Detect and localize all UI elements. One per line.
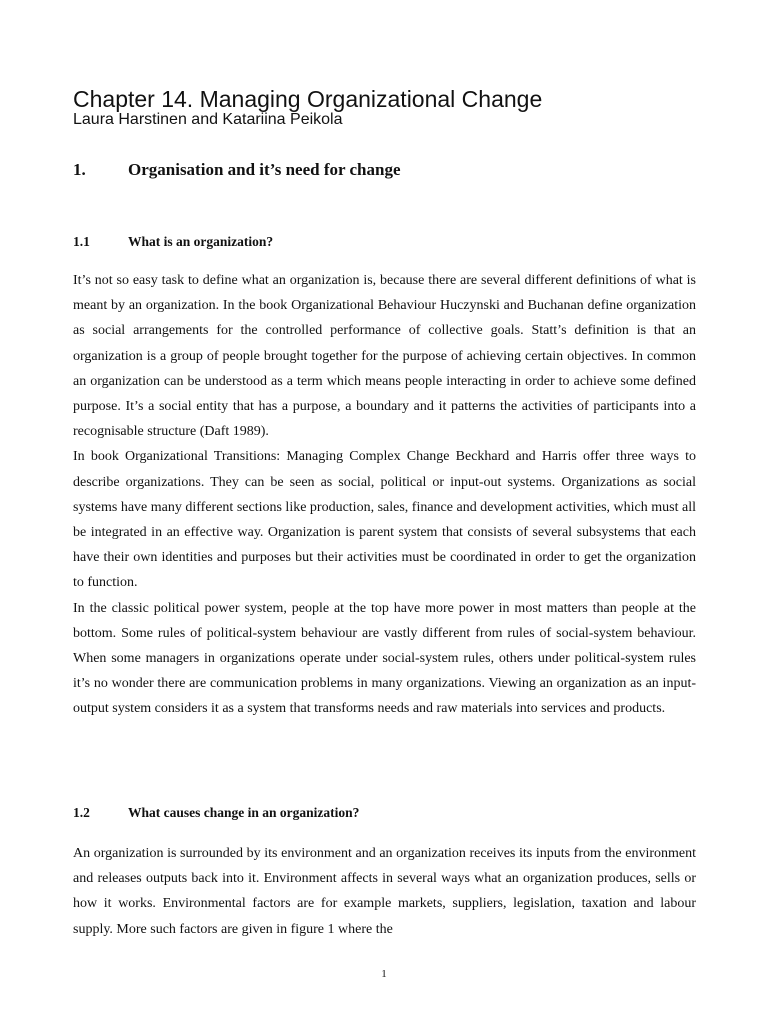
section-1-number: 1. — [73, 160, 86, 179]
paragraph: In book Organizational Transitions: Managing Complex Change Beckhard and Harris offer three ways to describe organizations. They can be seen as social, political or input-out systems. Organizations as social systems have many different sections like production, sales, finance and development activities, which must all be integrated in an effective way. Organization is parent system that consists of several subsystems that each have their own identities and purposes but their activities must be coordinated in order to get the organization to function. — [73, 449, 696, 591]
paragraph: In the classic political power system, people at the top have more power in most matters than people at the bottom. Some rules of political-system behaviour are vastly different from rules of social-system behaviour. When some managers in organizations operate under social-system rules, others under political-system rules it’s no wonder there are communication problems in many organizations. Viewing an organization as an input-output system considers it as a system that transforms needs and raw materials into services and products. — [73, 600, 696, 717]
section-1-2-body — [73, 841, 696, 942]
section-1-2-title: What causes change in an organization? — [128, 805, 360, 820]
section-1-1-number: 1.1 — [73, 234, 90, 249]
section-1-title: Organisation and it’s need for change — [128, 160, 401, 179]
paragraph: It’s not so easy task to define what an organization is, because there are several different definitions of what is meant by an organization. In the book Organizational Behaviour Huczynski and Buchanan define organization as social arrangements for the controlled performance of collective goals. Statt’s definition is that an organization is a group of people brought together for the purpose of achieving certain objectives. In common an organization can be understood as a term which means people interacting in order to achieve some defined purpose. It’s a social entity that has a purpose, a boundary and it patterns the activities of participants into a recognisable structure (Daft 1989). — [73, 273, 696, 440]
page-number: 1 — [381, 968, 387, 980]
chapter-title: Chapter 14. Managing Organizational Change — [73, 86, 543, 112]
section-1-2-heading — [73, 804, 693, 822]
paragraph: An organization is surrounded by its environment and an organization receives its inputs from the environment and releases outputs back into it. Environment affects in several ways what an organization produces, sells or how it works. Environmental factors are for example markets, suppliers, legislation, taxation and labour supply. More such factors are given in figure 1 where the — [73, 846, 696, 937]
authors: Laura Harstinen and Katariina Peikola — [73, 111, 343, 128]
section-1-1-body — [73, 268, 696, 722]
section-1-1-heading — [73, 233, 693, 251]
section-1-heading — [73, 160, 693, 180]
section-1-1-title: What is an organization? — [128, 234, 274, 249]
section-1-2-number: 1.2 — [73, 805, 90, 820]
